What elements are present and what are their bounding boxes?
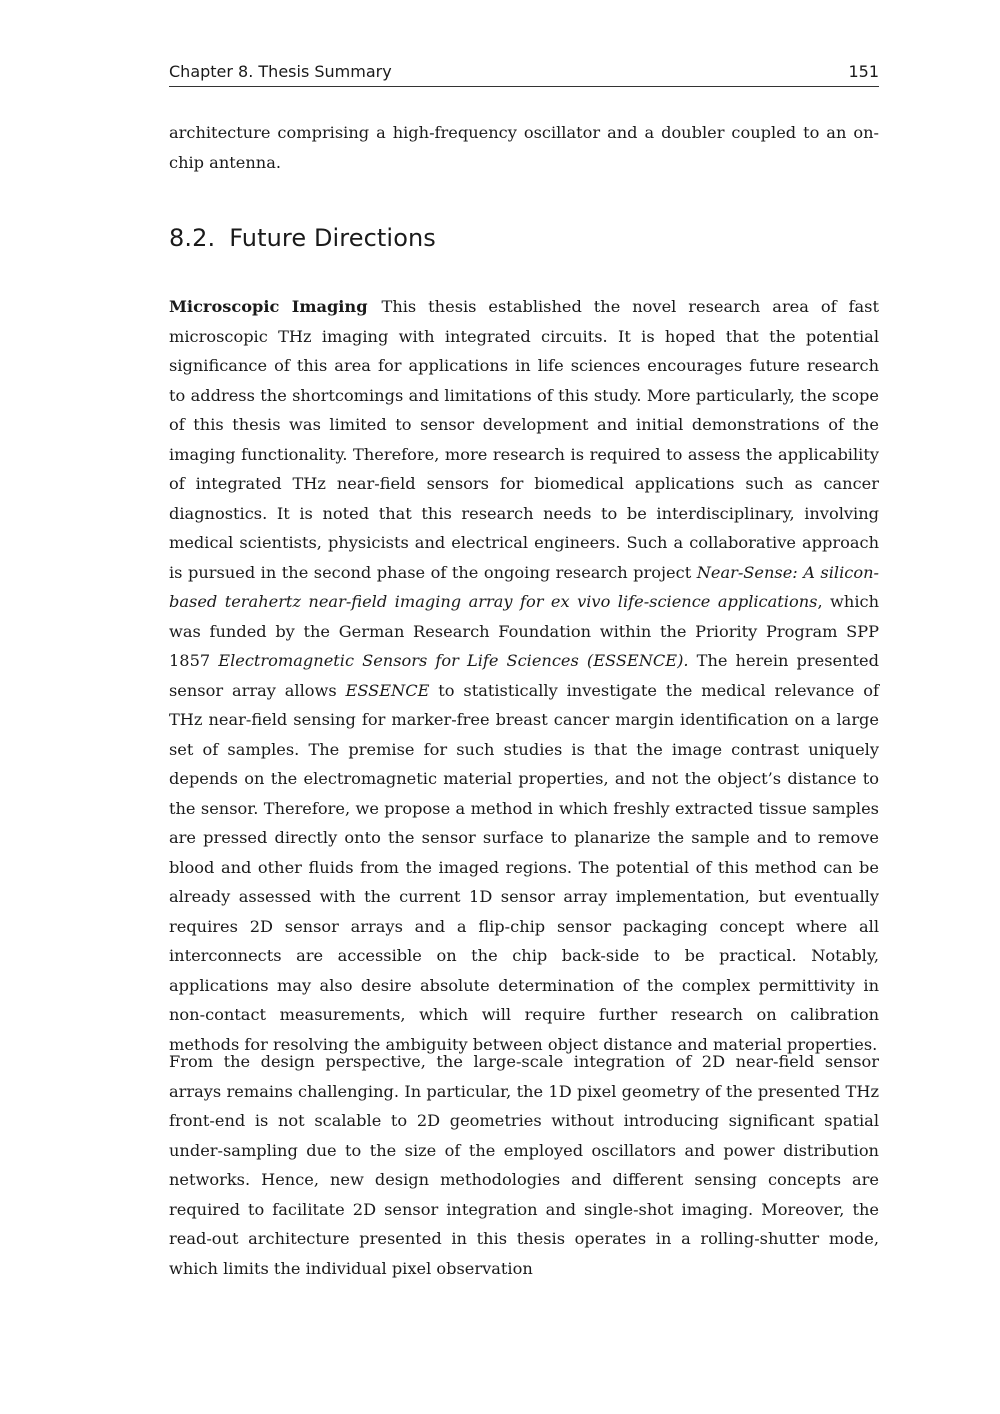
paragraph-text: , which was funded by the German Research Foundation within the Priority Program SPP 1857	[169, 592, 879, 670]
section-number: 8.2.	[169, 224, 216, 252]
chapter-title: Chapter 8. Thesis Summary	[169, 62, 392, 81]
section-title: Future Directions	[229, 224, 436, 252]
project-title: Near-Sense: A silicon-based terahertz near-field imaging array for ex vivo life-science applications	[169, 562, 879, 611]
run-in-heading: Microscopic Imaging	[169, 297, 368, 316]
paragraph-text: This thesis established the novel research area of fast microscopic THz imaging with integrated circuits. It is hoped that the potential significance of this area for applications in life sciences encourages future research to address the shortcomings and limitations of this study. More particularly, the scope of this thesis was limited to sensor development and initial demonstrations of the imaging functionality. Therefore, more research is required to assess the applicability of integrated THz near-field sensors for biomedical applications such as cancer diagnostics. It is noted that this research needs to be interdisciplinary, involving medical scientists, physicists and electrical engineers. Such a collaborative approach is pursued in the second phase of the ongoing research project	[169, 297, 879, 582]
page-number: 151	[848, 62, 879, 81]
program-title: Electromagnetic Sensors for Life Sciences (ESSENCE).	[218, 651, 689, 670]
section-heading	[169, 224, 436, 252]
running-header	[169, 62, 879, 87]
paragraph-microscopic-imaging	[169, 292, 879, 1059]
paragraph-text: The herein presented sensor array allows	[169, 651, 879, 700]
paragraph-text: to statistically investigate the medical relevance of THz near-field sensing for marker-free breast cancer margin identification on a large set of samples. The premise for such studies is that the image contrast uniquely depends on the electromagnetic material properties, and not the object’s distance to the sensor. Therefore, we propose a method in which freshly extracted tissue samples are pressed directly onto the sensor surface to planarize the sample and to remove blood and other fluids from the imaged regions. The potential of this method can be already assessed with the current 1D sensor array implementation, but eventually requires 2D sensor arrays and a flip-chip sensor packaging concept where all interconnects are accessible on the chip back-side to be practical. Notably, applications may also desire absolute determination of the complex permittivity in non-contact measurements, which will require further research on calibration methods for resolving the ambiguity between object distance and material properties.	[169, 680, 879, 1054]
paragraph-design-perspective: From the design perspective, the large-scale integration of 2D near-field sensor arrays remains challenging. In particular, the 1D pixel geometry of the presented THz front-end is not scalable to 2D geometries without introducing significant spatial under-sampling due to the size of the employed oscillators and power distribution networks. Hence, new design methodologies and different sensing concepts are required to facilitate 2D sensor integration and single-shot imaging. Moreover, the read-out architecture presented in this thesis operates in a rolling-shutter mode, which limits the individual pixel observation	[169, 1052, 879, 1278]
intro-paragraph: architecture comprising a high-frequency oscillator and a doubler coupled to an on-chip antenna.	[169, 123, 879, 172]
essence-acronym: ESSENCE	[345, 680, 430, 700]
